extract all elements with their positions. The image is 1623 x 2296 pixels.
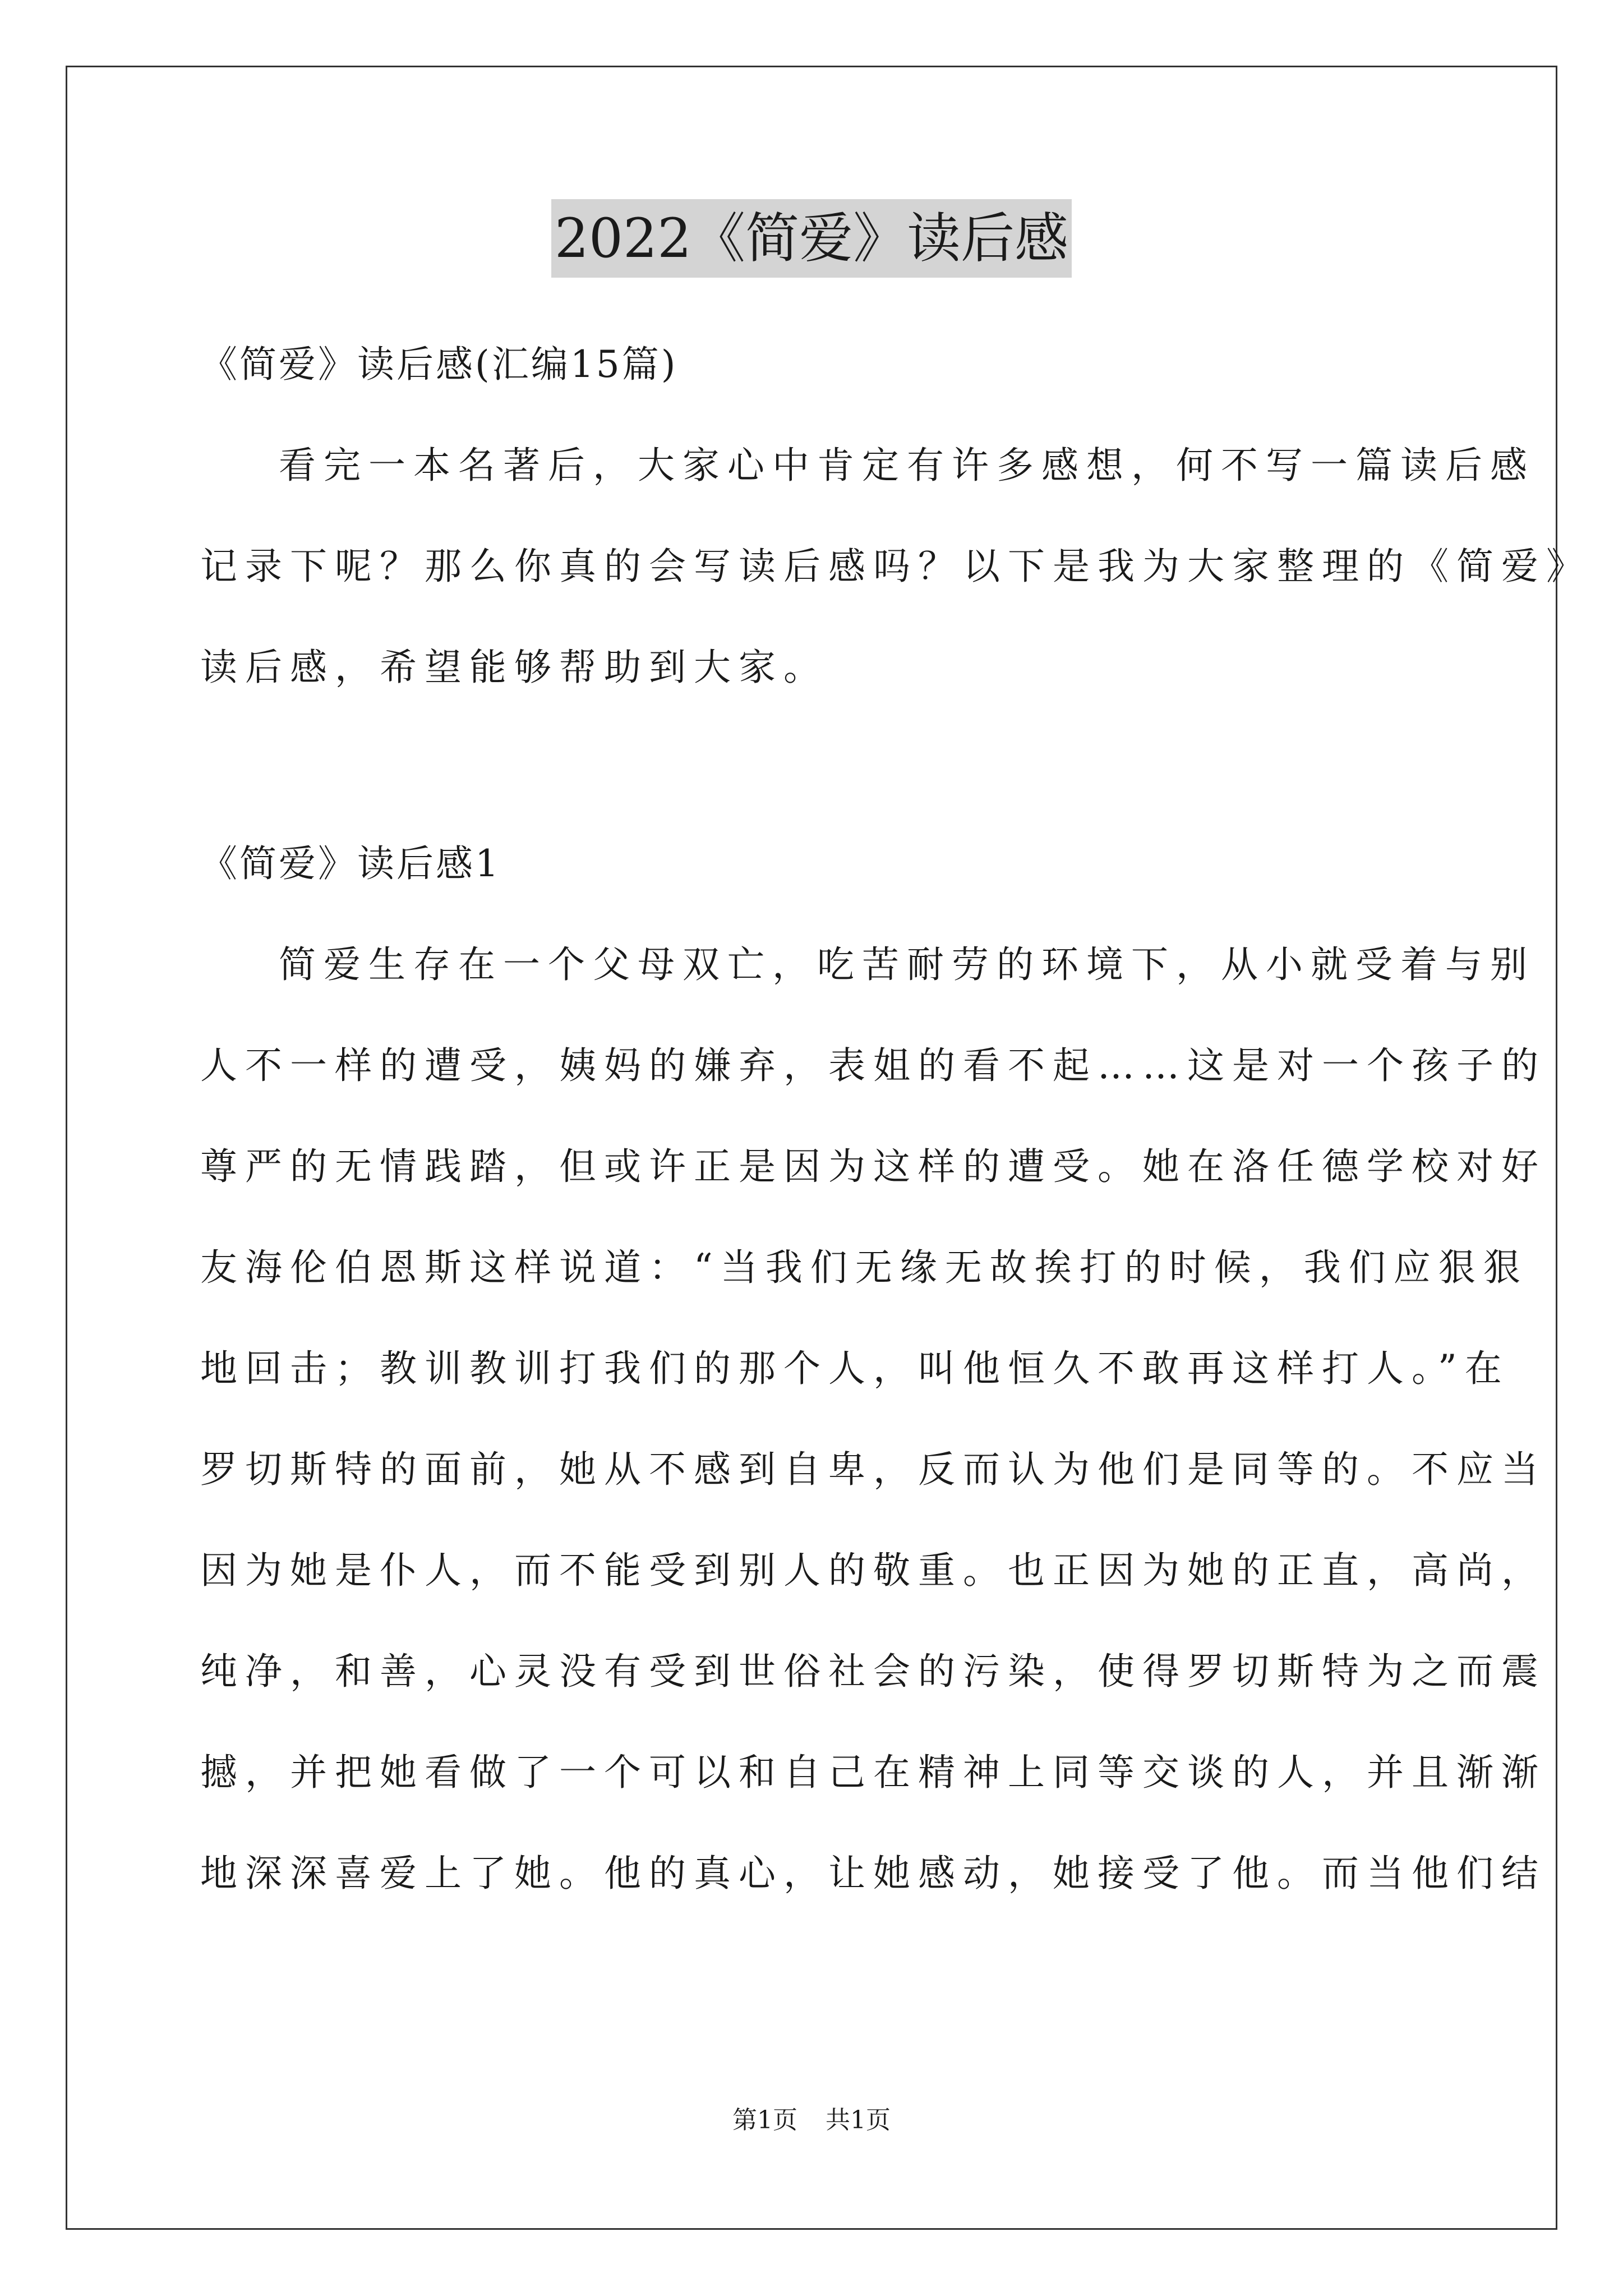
page-number-current: 第1页 xyxy=(732,2106,797,2134)
body-line: 因为她是仆人，而不能受到别人的敬重。也正因为她的正直，高尚， xyxy=(200,1549,1546,1592)
document-body xyxy=(200,314,1591,1924)
document-title-text: 2022《简爱》读后感 xyxy=(551,199,1072,278)
document-title xyxy=(0,199,1623,278)
body-line: 简爱生存在一个父母双亡，吃苦耐劳的环境下，从小就受着与别 xyxy=(279,943,1535,986)
body-line: 尊严的无情践踏，但或许正是因为这样的遭受。她在洛任德学校对好 xyxy=(200,1145,1546,1188)
body-line: 撼，并把她看做了一个可以和自己在精神上同等交谈的人，并且渐渐 xyxy=(200,1751,1546,1794)
intro-line: 读后感，希望能够帮助到大家。 xyxy=(200,646,828,689)
document-subtitle: 《简爱》读后感(汇编15篇) xyxy=(200,343,678,386)
body-line: 友海伦伯恩斯这样说道：“当我们无缘无故挨打的时候，我们应狠狠 xyxy=(200,1246,1528,1289)
body-line: 地回击；教训教训打我们的那个人，叫他恒久不敢再这样打人。”在 xyxy=(200,1347,1510,1390)
body-line: 人不一样的遭受，姨妈的嫌弃，表姐的看不起……这是对一个孩子的 xyxy=(200,1044,1546,1087)
body-line: 纯净，和善，心灵没有受到世俗社会的污染，使得罗切斯特为之而震 xyxy=(200,1650,1546,1693)
intro-line: 看完一本名著后，大家心中肯定有许多感想，何不写一篇读后感 xyxy=(279,444,1535,487)
section-gap xyxy=(200,718,1434,813)
section-heading: 《简爱》读后感1 xyxy=(200,842,501,885)
page-footer xyxy=(0,2104,1623,2137)
body-line: 地深深喜爱上了她。他的真心，让她感动，她接受了他。而当他们结 xyxy=(200,1852,1546,1895)
body-line: 罗切斯特的面前，她从不感到自卑，反而认为他们是同等的。不应当 xyxy=(200,1448,1546,1491)
page-number-total: 共1页 xyxy=(826,2106,891,2134)
intro-line: 记录下呢？那么你真的会写读后感吗？以下是我为大家整理的《简爱》 xyxy=(200,545,1591,588)
